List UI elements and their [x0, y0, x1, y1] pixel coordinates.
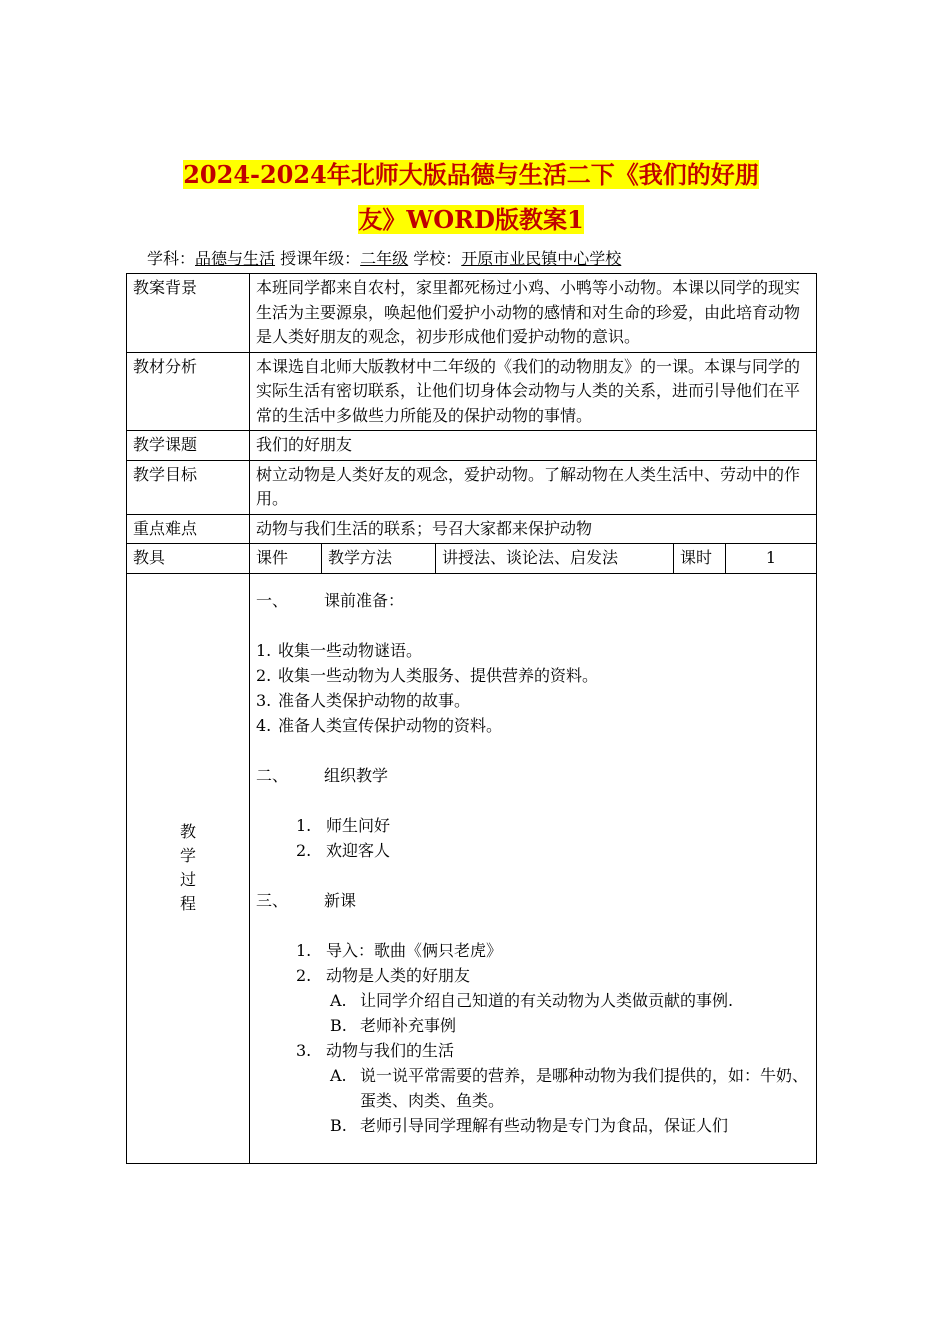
analysis-label: 教材分析: [127, 352, 250, 431]
school-value: 开原市业民镇中心学校: [461, 249, 622, 268]
list-item: 3. 准备人类保护动物的故事。: [256, 690, 471, 710]
row-background: [127, 274, 817, 353]
grade-label: 授课年级：: [280, 249, 361, 268]
hours-value: 1: [726, 544, 817, 574]
row-keypoints: [127, 514, 817, 544]
topic-text: 我们的好朋友: [250, 431, 817, 461]
document-title-line-2: 友》WORD版教案1: [358, 205, 584, 234]
school-label: 学校：: [413, 249, 462, 268]
section-heading: 二、 组织教学: [256, 765, 389, 785]
background-text: 本班同学都来自农村，家里都死杨过小鸡、小鸭等小动物。本课以同学的现实生活为主要源泉，唤起他们爱护小动物的感情和对生命的珍爱，由此培育动物是人类好朋友的观念，初步形成他们爱护动物的意识。: [250, 274, 817, 353]
sub-item: B. 老师引导同学理解有些动物是专门为食品，保证人们: [330, 1115, 729, 1135]
process-content: [250, 573, 817, 1163]
process-label: 教 学 过 程: [127, 573, 250, 1163]
method-value: 讲授法、谈论法、启发法: [436, 544, 674, 574]
method-label: 教学方法: [322, 544, 436, 574]
list-item: 2. 收集一些动物为人类服务、提供营养的资料。: [256, 665, 599, 685]
list-item: 2. 欢迎客人: [296, 840, 391, 860]
sub-item: A. 让同学介绍自己知道的有关动物为人类做贡献的事例.: [330, 990, 734, 1010]
sub-item: B. 老师补充事例: [330, 1015, 457, 1035]
list-item: 2. 动物是人类的好朋友: [296, 965, 471, 985]
row-goal: [127, 460, 817, 514]
goal-text: 树立动物是人类好友的观念，爱护动物。了解动物在人类生活中、劳动中的作用。: [250, 460, 817, 514]
subject-value: 品德与生活: [195, 249, 276, 268]
topic-label: 教学课题: [127, 431, 250, 461]
list-item: 1. 收集一些动物谜语。: [256, 640, 423, 660]
list-item: 1. 师生问好: [296, 815, 391, 835]
hours-label: 课时: [674, 544, 726, 574]
lesson-plan-table: [126, 273, 817, 1164]
grade-value: 二年级: [360, 249, 409, 268]
section-heading: 一、 课前准备：: [256, 590, 405, 610]
background-label: 教案背景: [127, 274, 250, 353]
row-topic: [127, 431, 817, 461]
sub-item: A. 说一说平常需要的营养，是哪种动物为我们提供的，如：牛奶、蛋类、肉类、鱼类。: [330, 1065, 809, 1110]
row-tools: [127, 544, 817, 574]
meta-line: [147, 248, 621, 270]
list-item: 1. 导入：歌曲《俩只老虎》: [296, 940, 503, 960]
row-analysis: [127, 352, 817, 431]
tools-label: 教具: [127, 544, 250, 574]
tools-value: 课件: [250, 544, 322, 574]
keypoints-label: 重点难点: [127, 514, 250, 544]
analysis-text: 本课选自北师大版教材中二年级的《我们的动物朋友》的一课。本课与同学的实际生活有密切联系，让他们切身体会动物与人类的关系，进而引导他们在平常的生活中多做些力所能及的保护动物的事情。: [250, 352, 817, 431]
subject-label: 学科：: [147, 249, 196, 268]
section-heading: 三、 新课: [256, 890, 357, 910]
list-item: 3. 动物与我们的生活: [296, 1040, 455, 1060]
row-process: [127, 573, 817, 1163]
goal-label: 教学目标: [127, 460, 250, 514]
document-title-line-1: 2024-2024年北师大版品德与生活二下《我们的好朋: [183, 160, 759, 189]
list-item: 4. 准备人类宣传保护动物的资料。: [256, 715, 503, 735]
keypoints-text: 动物与我们生活的联系；号召大家都来保护动物: [250, 514, 817, 544]
